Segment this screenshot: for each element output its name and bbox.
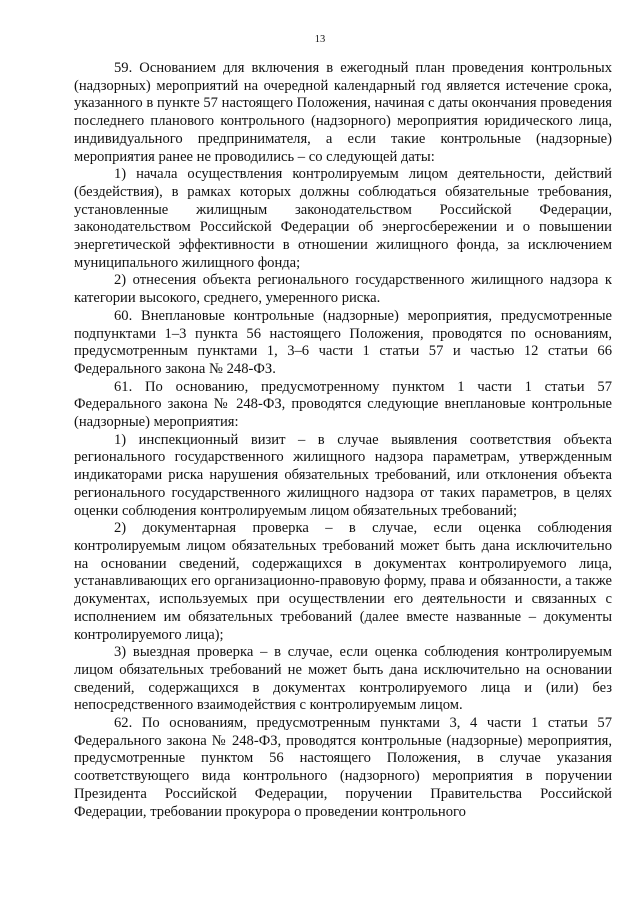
paragraph-59: 59. Основанием для включения в ежегодный план проведения контрольных (надзорных) мероприятий на очередной календарный год является истечение срока, указанного в пункте 57 настоящего Положения, начиная с даты окончания проведения последнего планового контрольного (надзорного) мероприятия юридического лица, индивидуального предпринимателя, а если такие контрольные (надзорные) мероприятия ранее не проводились – со следующей даты: bbox=[74, 60, 612, 165]
paragraph-62: 62. По основаниям, предусмотренным пунктами 3, 4 части 1 статьи 57 Федерального закона № 248-ФЗ, проводятся контрольные (надзорные) мероприятия, предусмотренные пунктом 56 настоящего Положения, в случае указания соответствующего вида контрольного (надзорного) мероприятия в поручении Президента Российской Федерации, поручении Правительства Российской Федерации, требовании прокурора о проведении контрольного bbox=[74, 715, 612, 820]
paragraph-61-item-3: 3) выездная проверка – в случае, если оценка соблюдения контролируемым лицом обязательных требований не может быть дана исключительно на основании сведений, содержащихся в документах контролируемого лица и (или) без непосредственного взаимодействия с контролируемым лицом. bbox=[74, 644, 612, 714]
paragraph-61-item-1: 1) инспекционный визит – в случае выявления соответствия объекта регионального государственного жилищного надзора параметрам, утвержденным индикаторами риска нарушения обязательных требований, или отклонения объекта регионального государственного жилищного надзора от таких параметров, в целях оценки соблюдения контролируемым лицом обязательных требований; bbox=[74, 431, 612, 519]
page-number: 13 bbox=[314, 34, 326, 45]
paragraph-59-item-1: 1) начала осуществления контролируемым лицом деятельности, действий (бездействия), в рамках которых должны соблюдаться обязательные требования, установленные жилищным законодательством Российской Федерации, законодательством Российской Федерации об энергосбережении и о повышении энергетической эффективности в отношении жилищного фонда, за исключением муниципального жилищного фонда; bbox=[74, 166, 612, 271]
paragraph-59-item-2: 2) отнесения объекта регионального государственного жилищного надзора к категории высокого, среднего, умеренного риска. bbox=[74, 272, 612, 307]
paragraph-60: 60. Внеплановые контрольные (надзорные) мероприятия, предусмотренные подпунктами 1–3 пункта 56 настоящего Положения, проводятся по основаниям, предусмотренным пунктами 1, 3–6 части 1 статьи 57 и частью 12 статьи 66 Федерального закона № 248-ФЗ. bbox=[74, 307, 612, 377]
paragraph-61: 61. По основанию, предусмотренному пунктом 1 части 1 статьи 57 Федерального закона № 248-ФЗ, проводятся следующие внеплановые контрольные (надзорные) мероприятия: bbox=[74, 378, 612, 431]
document-body bbox=[74, 60, 612, 821]
paragraph-61-item-2: 2) документарная проверка – в случае, если оценка соблюдения контролируемым лицом обязательных требований может быть дана исключительно на основании сведений, содержащихся в документах контролируемого лица, устанавливающих его организационно-правовую форму, права и обязанности, а также документах, используемых при осуществлении его деятельности и связанных с исполнением им обязательных требований (далее вместе названные – документы контролируемого лица); bbox=[74, 520, 612, 643]
